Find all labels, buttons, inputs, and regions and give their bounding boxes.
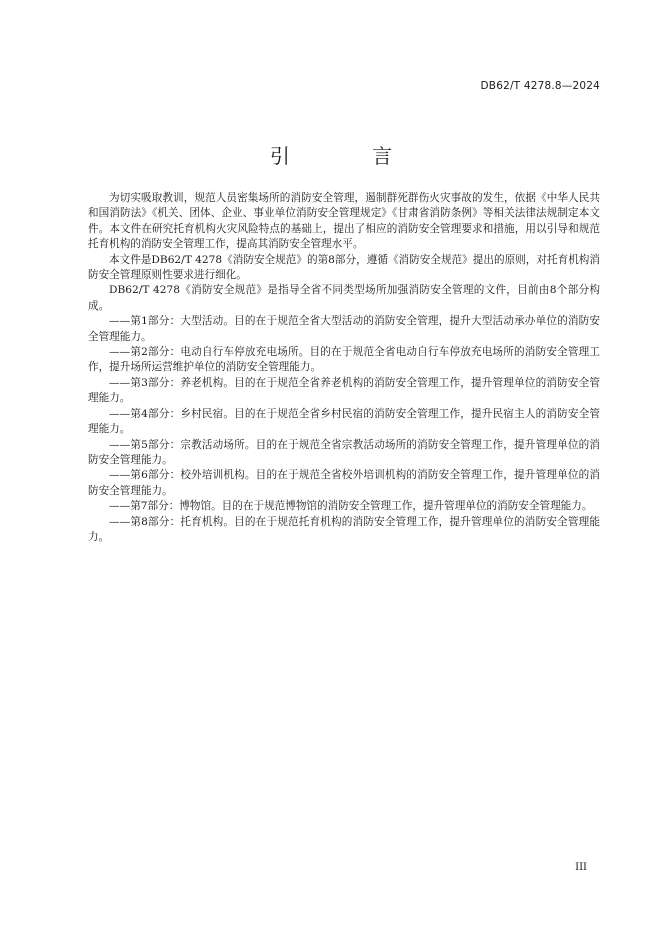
list-item-part-3: ——第3部分：养老机构。目的在于规范全省养老机构的消防安全管理工作，提升管理单位的消防安全管理能力。 — [88, 376, 600, 405]
page-title: 引 言 — [269, 144, 431, 168]
paragraph-part-scope: 本文件是DB62/T 4278《消防安全规范》的第8部分，遵循《消防安全规范》提出的原则，对托育机构消防安全管理原则性要求进行细化。 — [88, 253, 600, 282]
list-item-part-6: ——第6部分：校外培训机构。目的在于规范全省校外培训机构的消防安全管理工作，提升管理单位的消防安全管理能力。 — [88, 469, 600, 497]
document-code: DB62/T 4278.8—2024 — [480, 80, 600, 92]
list-item-part-8: ——第8部分：托育机构。目的在于规范托育机构的消防安全管理工作，提升管理单位的消防安全管理能力。 — [88, 515, 600, 543]
list-item-part-1: ——第1部分：大型活动。目的在于规范全省大型活动的消防安全管理，提升大型活动承办单位的消防安全管理能力。 — [88, 315, 600, 343]
paragraph-series-overview: DB62/T 4278《消防安全规范》是指导全省不同类型场所加强消防安全管理的文件，目前由8个部分构成。 — [88, 284, 600, 312]
list-item-part-5: ——第5部分：宗教活动场所。目的在于规范全省宗教活动场所的消防安全管理工作，提升管理单位的消防安全管理能力。 — [88, 438, 600, 466]
list-item-part-7: ——第7部分：博物馆。目的在于规范博物馆的消防安全管理工作，提升管理单位的消防安全管理能力。 — [109, 500, 593, 513]
paragraph-purpose: 为切实吸取教训，规范人员密集场所的消防安全管理，遏制群死群伤火灾事故的发生，依据《中华人民共和国消防法》《机关、团体、企业、事业单位消防安全管理规定》《甘肃省消防条例》等相关法律法规制定本文件。本文件在研究托育机构火灾风险特点的基础上，提出了相应的消防安全管理要求和措施，用以引导和规范托育机构的消防安全管理工作，提高其消防安全管理水平。 — [88, 192, 600, 251]
introduction-body — [88, 191, 600, 545]
list-item-part-2: ——第2部分：电动自行车停放充电场所。目的在于规范全省电动自行车停放充电场所的消防安全管理工作，提升场所运营维护单位的消防安全管理能力。 — [88, 346, 600, 374]
list-item-part-4: ——第4部分：乡村民宿。目的在于规范全省乡村民宿的消防安全管理工作，提升民宿主人的消防安全管理能力。 — [88, 407, 600, 436]
page-number: III — [575, 862, 587, 873]
